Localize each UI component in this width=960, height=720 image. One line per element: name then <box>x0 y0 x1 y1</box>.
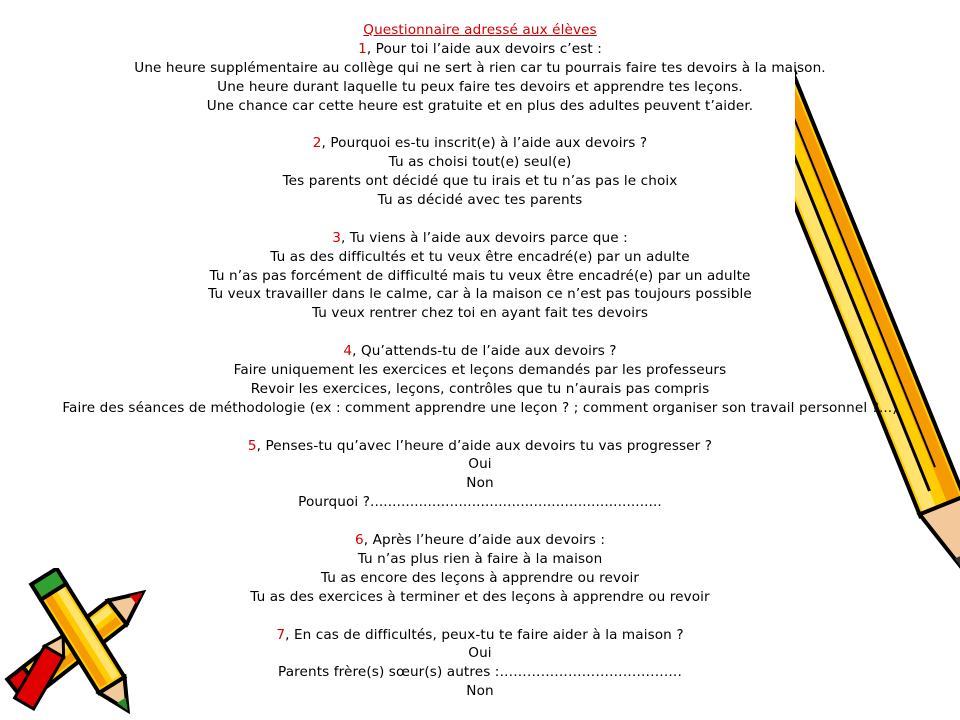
answer-option: Revoir les exercices, leçons, contrôles que tu n’aurais pas compris <box>250 380 710 397</box>
answer-option: Oui <box>468 456 492 473</box>
question-text: , Pourquoi es-tu inscrit(e) à l’aide aux devoirs ? <box>321 135 648 152</box>
answer-option: Une heure supplémentaire au collège qui ne sert à rien car tu pourrais faire tes devoirs à la maison. <box>134 59 826 76</box>
question-7 <box>0 626 960 645</box>
question-6 <box>0 531 960 550</box>
question-text: , Qu’attends-tu de l’aide aux devoirs ? <box>352 343 617 360</box>
question-number: 6 <box>354 532 364 549</box>
question-2 <box>0 134 960 153</box>
question-text: , En cas de difficultés, peux-tu te faire aider à la maison ? <box>285 626 684 643</box>
question-4 <box>0 342 960 361</box>
answer-option: Faire uniquement les exercices et leçons demandés par les professeurs <box>233 362 727 379</box>
question-1 <box>0 40 960 59</box>
page-title: Questionnaire adressé aux élèves <box>363 22 597 38</box>
question-number: 3 <box>332 229 341 246</box>
answer-option: Tu as des difficultés et tu veux être encadré(e) par un adulte <box>270 248 690 265</box>
question-text: , Pour toi l’aide aux devoirs c’est : <box>366 40 602 57</box>
question-number: 1 <box>358 40 367 57</box>
question-text: , Après l’heure d’aide aux devoirs : <box>363 532 606 549</box>
answer-option: Faire des séances de méthodologie (ex : comment apprendre une leçon ? ; comment organiser son travail personnel ?...) <box>62 399 898 416</box>
answer-option: Une chance car cette heure est gratuite et en plus des adultes peuvent t’aider. <box>206 97 754 114</box>
question-number: 4 <box>343 343 353 360</box>
question-number: 7 <box>276 626 286 643</box>
question-text: , Tu viens à l’aide aux devoirs parce que : <box>340 229 628 246</box>
answer-option: Une heure durant laquelle tu peux faire tes devoirs et apprendre tes leçons. <box>217 78 743 95</box>
answer-option: Tu n’as plus rien à faire à la maison <box>357 550 603 567</box>
answer-option: Tu as encore des leçons à apprendre ou revoir <box>320 569 640 586</box>
question-text: , Penses-tu qu’avec l’heure d’aide aux devoirs tu vas progresser ? <box>256 437 713 454</box>
question-3 <box>0 229 960 248</box>
answer-option: Oui <box>468 645 492 662</box>
answer-option: Non <box>466 683 494 700</box>
question-5 <box>0 437 960 456</box>
answer-option: Parents frère(s) sœur(s) autres :…………………………………. <box>278 664 682 681</box>
questionnaire <box>0 21 960 701</box>
question-number: 5 <box>247 437 257 454</box>
answer-option: Pourquoi ?.................................................................. <box>298 494 662 511</box>
answer-option: Tu as choisi tout(e) seul(e) <box>388 154 572 171</box>
answer-option: Non <box>466 475 494 492</box>
answer-option: Tu as décidé avec tes parents <box>377 192 583 209</box>
answer-option: Tu veux travailler dans le calme, car à la maison ce n’est pas toujours possible <box>208 286 752 303</box>
answer-option: Tu n’as pas forcément de difficulté mais tu veux être encadré(e) par un adulte <box>209 267 751 284</box>
answer-option: Tu veux rentrer chez toi en ayant fait tes devoirs <box>311 305 649 322</box>
answer-option: Tu as des exercices à terminer et des leçons à apprendre ou revoir <box>250 588 710 605</box>
answer-option: Tes parents ont décidé que tu irais et tu n’as pas le choix <box>282 173 678 190</box>
question-number: 2 <box>312 135 322 152</box>
